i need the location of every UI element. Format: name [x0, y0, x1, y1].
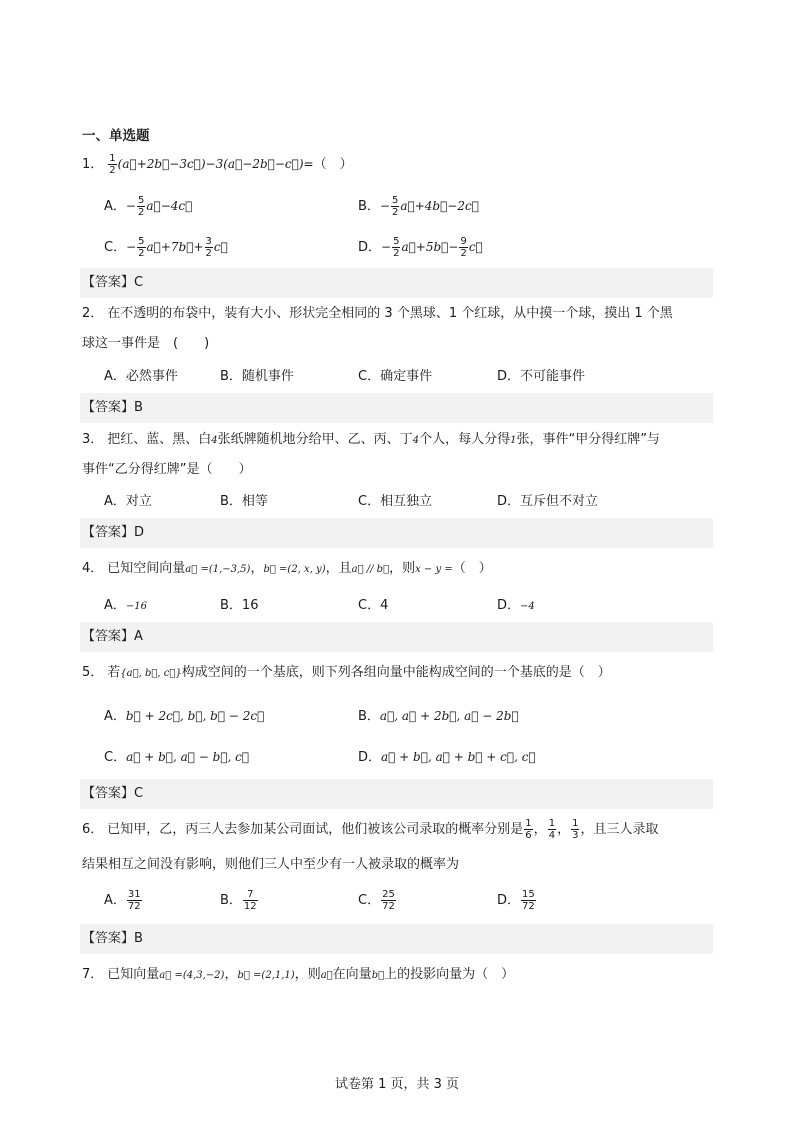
question-5-option-c: C．a⃗ + b⃗, a⃗ − b⃗, c⃗ — [104, 750, 250, 765]
answer-bar-5: 【答案】C — [80, 779, 713, 809]
question-3-option-d: D．互斥但不对立 — [497, 494, 599, 509]
question-2-stem-line1: 2． 在不透明的布袋中，装有大小、形状完全相同的 3 个黑球、1 个红球，从中摸一个球，摸出 1 个黑 — [82, 306, 673, 321]
question-4-option-c: C．4 — [358, 598, 389, 613]
question-6-option-c: C． $\frac{25}{72}$ — [358, 889, 395, 912]
question-7-stem: 7． 已知向量a⃗ =(4,3,−2)，b⃗ =(2,1,1)，则a⃗在向量b⃗上的投影向量为（ ） — [82, 967, 515, 982]
question-3-stem-line1: 3． 把红、蓝、黑、白4张纸牌随机地分给甲、乙、丙、丁4个人，每人分得1张，事件“甲分得红牌”与 — [82, 432, 660, 447]
question-3-stem-line2: 事件“乙分得红牌”是（ ） — [82, 462, 252, 477]
answer-bar-6: 【答案】B — [80, 924, 713, 954]
fraction: $\frac{1}{2}$ — [109, 153, 116, 176]
question-1-option-d: D．− $\frac{5}{2}$ a⃗+5b⃗− $\frac{9}{2}$ c⃗ — [358, 236, 483, 259]
question-5-option-d: D．a⃗ + b⃗, a⃗ + b⃗ + c⃗, c⃗ — [358, 750, 536, 765]
question-6-stem-line1: 6． 已知甲，乙，丙三人去参加某公司面试，他们被该公司录取的概率分别是 $\frac{1}{6}$ ， $\frac{1}{4}$ ， $\frac{1}{3}$ ，且三人录取 — [82, 818, 659, 841]
question-6-stem-line2: 结果相互之间没有影响，则他们三人中至少有一人被录取的概率为 — [82, 857, 460, 872]
question-2-option-a: A．必然事件 — [104, 369, 178, 384]
question-6-option-a: A． $\frac{31}{72}$ — [104, 889, 141, 912]
question-3-option-a: A．对立 — [104, 494, 152, 509]
answer-bar-3: 【答案】D — [80, 518, 713, 548]
page-footer: 试卷第 1 页，共 3 页 — [334, 1077, 460, 1092]
question-4-stem: 4． 已知空间向量a⃗ =(1,−3,5)，b⃗ =(2, x, y)，且a⃗ // b⃗，则x − y =（ ） — [82, 561, 492, 576]
question-3-option-c: C．相互独立 — [358, 494, 433, 509]
question-2-option-d: D．不可能事件 — [497, 369, 586, 384]
question-2-stem-line2: 球这一事件是 ( ) — [82, 336, 210, 351]
question-4-option-b: B．16 — [220, 598, 259, 613]
question-2-option-c: C．确定事件 — [358, 369, 433, 384]
question-1-option-c: C．− $\frac{5}{2}$ a⃗+7b⃗+ $\frac{3}{2}$ c⃗ — [104, 236, 228, 259]
question-4-option-d: D．−4 — [497, 598, 535, 613]
question-4-option-a: A．−16 — [104, 598, 148, 613]
answer-bar-1: 【答案】C — [80, 268, 713, 298]
question-5-option-a: A．b⃗ + 2c⃗, b⃗, b⃗ − 2c⃗ — [104, 709, 265, 724]
question-1-option-a: A．− $\frac{5}{2}$ a⃗−4c⃗ — [104, 195, 193, 218]
question-2-option-b: B．随机事件 — [220, 369, 294, 384]
question-6-option-b: B． $\frac{7}{12}$ — [220, 889, 257, 912]
question-6-option-d: D． $\frac{15}{72}$ — [497, 889, 535, 912]
question-5-stem: 5． 若{a⃗, b⃗, c⃗}构成空间的一个基底，则下列各组向量中能构成空间的一个基底的是（ ） — [82, 665, 611, 680]
question-1-stem: 1． $\frac{1}{2}$ (a⃗+2b⃗−3c⃗)−3(a⃗−2b⃗−c⃗)=（ ） — [82, 153, 353, 176]
answer-bar-2: 【答案】B — [80, 393, 713, 423]
question-1-option-b: B．− $\frac{5}{2}$ a⃗+4b⃗−2c⃗ — [358, 195, 479, 218]
question-5-option-b: B．a⃗, a⃗ + 2b⃗, a⃗ − 2b⃗ — [358, 709, 519, 724]
question-3-option-b: B．相等 — [220, 494, 268, 509]
section-title: 一、单选题 — [82, 128, 150, 144]
answer-bar-4: 【答案】A — [80, 622, 713, 652]
